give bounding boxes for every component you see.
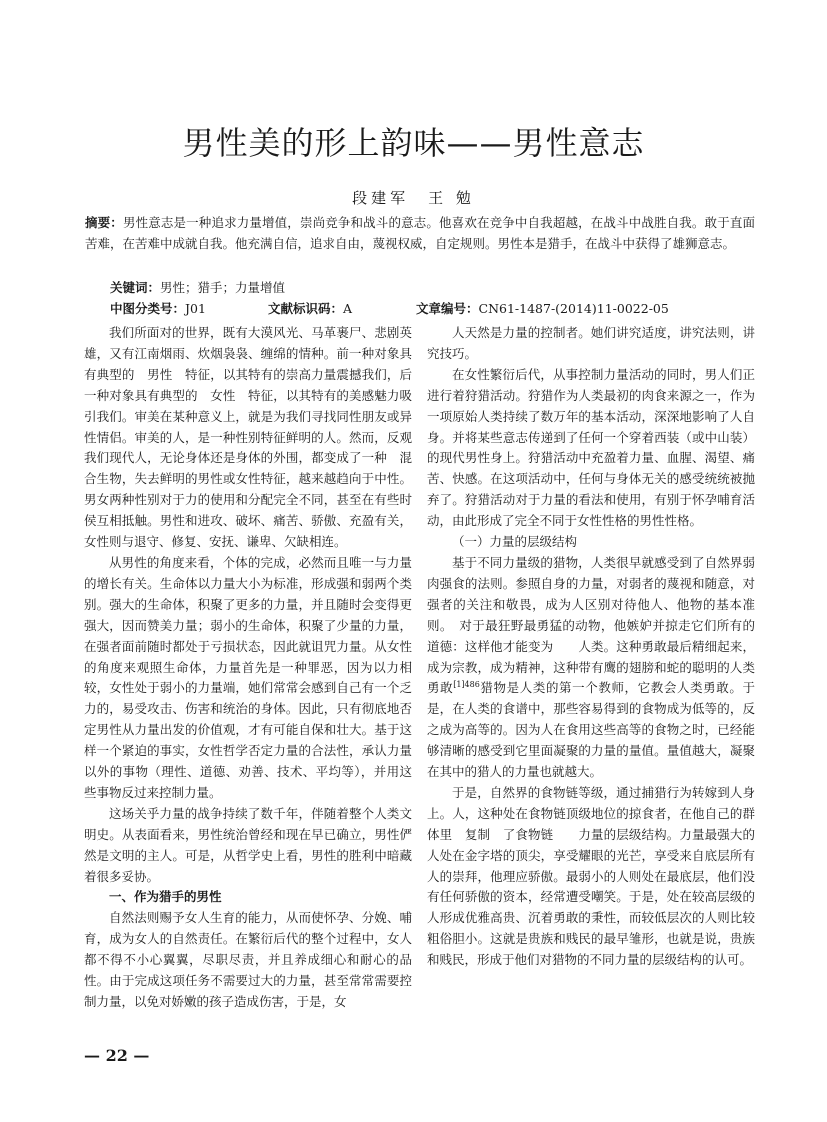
body-paragraph: 这场关乎力量的战争持续了数千年，伴随着整个人类文明史。从表面看来，男性统治曾经和现在早已确立，男性俨然是文明的主人。可是，从哲学史上看，男性的胜利中暗藏着很多妥协。 <box>84 805 412 884</box>
body-paragraph: 我们所面对的世界，既有大漠风光、马革裹尸、悲剧英雄，又有江南烟雨、炊烟袅袅、缠绵的情种。前一种对象具有典型的 男性 特征，以其特有的崇高力量震撼我们，后一种对象具有典型的 女性 特征，以其特有的美感魅力吸引我们。审美在某种意义上，就是为我们寻找同性朋友或异性情侣。审美的人，是一种性别特征鲜明的人。然而，反观我们现代人，无论身体还是身体的外围，都变成了一种 混合生物，失去鲜明的男性或女性特征，越来越趋向于中性。男女两种性别对于力的使用和分配完全不同，甚至在有些时侯互相抵触。男性和进攻、破坏、痛苦、骄傲、充盈有关，女性则与退守、修复、安抚、谦卑、欠缺相连。 <box>84 325 412 550</box>
abstract <box>85 212 755 254</box>
doc-code-item <box>268 299 352 319</box>
subsection-heading: （一）力量的层级结构 <box>452 534 578 550</box>
article-number-item <box>416 299 669 319</box>
article-title: 男性美的形上韵味——男性意志 <box>182 124 645 162</box>
clc-value: J01 <box>185 301 206 316</box>
doc-code-label: 文献标识码： <box>268 301 344 316</box>
doc-code-value: A <box>343 301 353 316</box>
clc-item <box>110 299 206 319</box>
page-number: — 22 — <box>84 1046 150 1065</box>
left-column <box>84 323 412 1013</box>
body-paragraph <box>427 553 755 783</box>
body-paragraph: 自然法则赐予女人生育的能力，从而使怀孕、分娩、哺育，成为女人的自然责任。在繁衍后代的整个过程中，女人都不得不小心翼翼，尽职尽责，并且养成细心和耐心的品性。由于完成这项任务不需要过大的力量，甚至常常需要控制力量，以免对娇嫩的孩子造成伤害，于是，女 <box>84 910 412 1009</box>
abstract-text: 男性意志是一种追求力量增值，崇尚竞争和战斗的意志。他喜欢在竞争中自我超越，在战斗中战胜自我。敢于直面苦难，在苦难中成就自我。他充满自信，追求自由，蔑视权威，自定规则。男性本是猎手，在战斗中获得了雄狮意志。 <box>85 215 755 251</box>
keywords-label: 关键词： <box>110 280 161 295</box>
article-number-value: CN61-1487-(2014)11-0022-05 <box>478 301 669 316</box>
abstract-label: 摘要： <box>85 215 123 230</box>
keywords-text: 男性；猎手；力量增值 <box>160 280 286 295</box>
article-authors: 段建军 王 勉 <box>352 189 475 207</box>
section-heading: 一、作为猎手的男性 <box>109 889 222 905</box>
clc-label: 中图分类号： <box>110 301 186 316</box>
citation-marker[interactable]: [1]486 <box>453 680 480 690</box>
body-paragraph: 从男性的角度来看，个体的完成，必然而且唯一与力量的增长有关。生命体以力量大小为标准，形成强和弱两个类别。强大的生命体，积聚了更多的力量，并且随时会变得更强大，因而赞美力量；弱小的生命体，积聚了少量的力量，在强者面前随时都处于亏损状态，因此就诅咒力量。从女性的角度来观照生命体，力量首先是一种罪恶，因为以力相较，女性处于弱小的力量端，她们常常会感到自己有一个乏力的，易受攻击、伤害和统治的身体。因此，只有彻底地否定男性从力量出发的价值观，才有可能自保和壮大。基于这样一个紧迫的事实，女性哲学否定力量的合法性，承认力量以外的事物（理性、道德、劝善、技术、平均等），并用这些事物反过来控制力量。 <box>84 554 412 800</box>
right-column <box>427 323 755 971</box>
body-paragraph: 于是，自然界的食物链等级，通过捕猎行为转嫁到人身上。人，这种处在食物链顶级地位的掠食者，在他自己的群体里 复制 了食物链 力量的层级结构。力量最强大的人处在金字塔的顶尖，享受耀眼的光芒，享受来自底层所有人的崇拜，他理应骄傲。最弱小的人则处在最底层，他们没有任何骄傲的资本，经常遭受嘲笑。于是，处在较高层级的人形成优雅高贵、沉着勇敢的秉性，而较低层次的人则比较粗俗胆小。这就是贵族和贱民的最早雏形，也就是说，贵族和贱民，形成于他们对猎物的不同力量的层级结构的认可。 <box>427 784 755 968</box>
body-paragraph: 在女性繁衍后代，从事控制力量活动的同时，男人们正进行着狩猎活动。狩猎作为人类最初的肉食来源之一，作为一项原始人类持续了数万年的基本活动，深深地影响了人自身。并将某些意志传递到了任何一个穿着西装（或中山装）的现代男性身上。狩猎活动中充盈着力量、血腥、渴望、痛苦、快感。在这项活动中，任何与身体无关的感受统统被抛弃了。狩猎活动对于力量的看法和使用，有别于怀孕哺育活动，由此形成了完全不同于女性性格的男性性格。 <box>427 366 755 529</box>
body-text: 基于不同力量级的猎物，人类很早就感受到了自然界弱肉强食的法则。参照自身的力量，对弱者的蔑视和随意，对强者的关注和敬畏，成为人区别对待他人、他物的基本准则。 对于最狂野最勇猛的动物，他嫉妒并掠走它们所有的道德：这样他才能变为 人类。这种勇敢最后精细起来，成为宗教，成为精神，这种带有鹰的翅膀和蛇的聪明的人类勇敢 <box>427 554 755 696</box>
body-paragraph: 人天然是力量的控制者。她们讲究适度，讲究法则，讲究技巧。 <box>427 325 755 361</box>
body-text: 猎物是人类的第一个教师，它教会人类勇敢。于是，在人类的食谱中，那些容易得到的食物成为低等的，反之成为高等的。因为人在食用这些高等的食物之时，已经能够清晰的感受到它里面凝聚的力量的量值。量值越大，凝聚在其中的猎人的力量也就越大。 <box>427 680 755 780</box>
keywords <box>110 278 750 298</box>
article-number-label: 文章编号： <box>416 301 479 316</box>
